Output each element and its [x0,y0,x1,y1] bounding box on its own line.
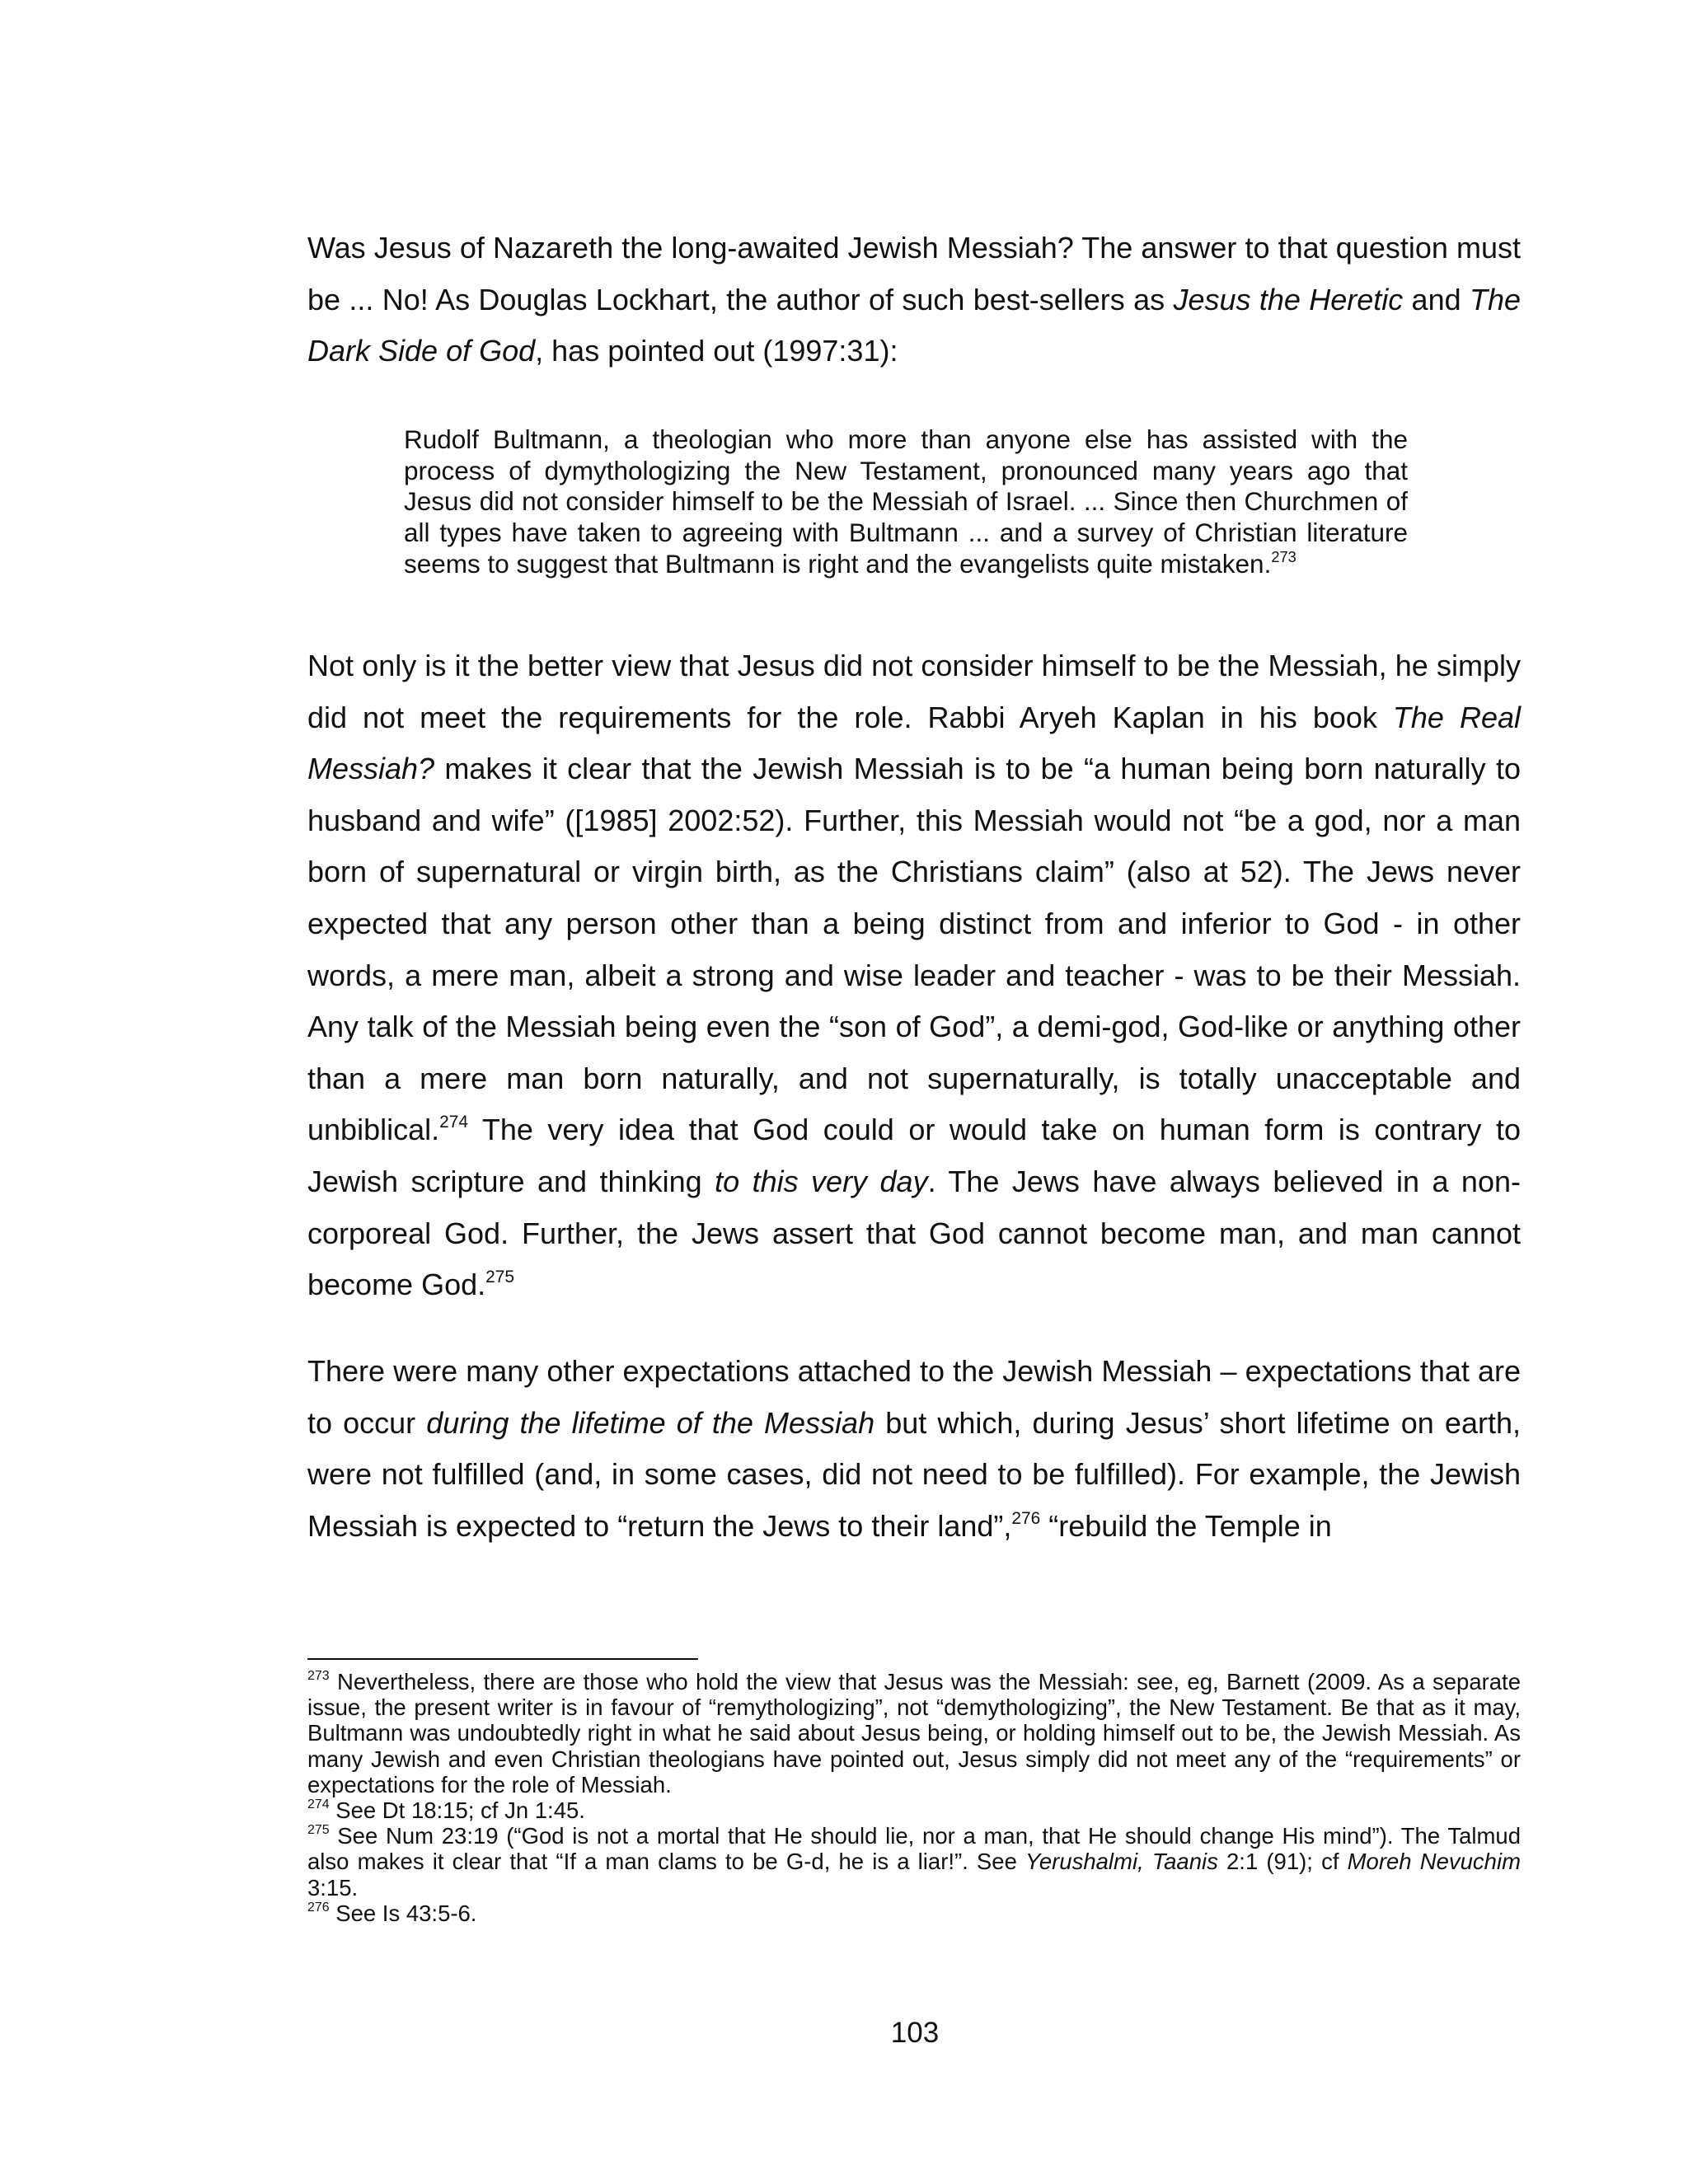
emphasis-text: during the lifetime of the Messiah [426,1405,875,1440]
paragraph-text: , has pointed out (1997:31): [535,334,898,368]
block-quote [404,424,1408,580]
page-number: 103 [890,2017,940,2049]
paragraph-text: and [1403,282,1470,316]
source-title: Moreh Nevuchim [1347,1849,1521,1875]
emphasis-text: to this very day [715,1164,928,1198]
footnote-text: 2:1 (91); cf [1217,1849,1348,1875]
footnote-text: See Num 23:19 (“God is not a mortal that He should lie, nor a man, that He should change His mind”). The Talmud also makes it clear that “If a man clams to be G-d, he is a liar!”. See [307,1823,1521,1875]
paragraph-text: but which, during Jesus’ short lifetime on earth, were not fulfilled (and, in some cases, did not need to be fulfilled). For example, the Jewish Messiah is expected to “return the Jews to their land”, [307,1405,1521,1543]
paragraph-intro [307,223,1521,377]
footnote-number: 276 [307,1900,330,1915]
book-title: Jesus the Heretic [1173,282,1404,316]
paragraph-text: makes it clear that the Jewish Messiah is to be “a human being born naturally to husband and wife” ([1985] 2002:52). Further, this Messiah would not “be a god, nor a man born of supernatural or virgin birth, as the Christians claim” (also at 52). The Jews never expected that any person other than a being distinct from and inferior to God - in other words, a mere man, albeit a strong and wise leader and teacher - was to be their Messiah. Any talk of the Messiah being even the “son of God”, a demi-god, God-like or anything other than a mere man born naturally, and not supernaturally, is totally unacceptable and unbiblical. [307,752,1521,1147]
paragraph-text: Not only is it the better view that Jesus did not consider himself to be the Messiah, he simply did not meet the requirements for the role. Rabbi Aryeh Kaplan in his book [307,649,1521,734]
paragraph-text: Was Jesus of Nazareth the long-awaited Jewish Messiah? The answer to that question must be ... No! As Douglas Lockhart, the author of such best-sellers as [307,231,1521,316]
footnote-text: See Dt 18:15; cf Jn 1:45. [329,1797,585,1824]
footnote-number: 275 [307,1823,330,1838]
footnotes [307,1669,1521,1926]
footnote-ref: 275 [485,1268,514,1287]
footnote-276 [307,1900,1521,1926]
paragraph-text: . The Jews have always believed in a non-corporeal God. Further, the Jews assert that God cannot become man, and man cannot become God. [307,1164,1521,1302]
quote-text: Rudolf Bultmann, a theologian who more than anyone else has assisted with the process of dymythologizing the New Testament, pronounced many years ago that Jesus did not consider himself to be the Messiah of Israel. ... Since then Churchmen of all types have taken to agreeing with Bultmann ... and a survey of Christian literature seems to suggest that Bultmann is right and the evangelists quite mistaken. [404,424,1408,579]
footnote-275 [307,1823,1521,1900]
footnote-273 [307,1669,1521,1797]
footnote-number: 274 [307,1797,330,1812]
footnote-separator [307,1658,698,1660]
source-title: Yerushalmi, Taanis [1025,1849,1218,1875]
paragraph-text: There were many other expectations attached to the Jewish Messiah – expectations that are to occur [307,1354,1521,1440]
book-title: The Real Messiah? [307,700,1521,786]
footnote-ref: 273 [1271,547,1296,565]
footnote-ref: 276 [1011,1508,1041,1528]
paragraph-text: The very idea that God could or would take on human form is contrary to Jewish scripture and thinking [307,1113,1521,1198]
footnote-274 [307,1797,1521,1823]
footnote-ref: 274 [439,1113,468,1132]
book-title: The Dark Side of God [307,282,1521,368]
paragraph-requirements [307,640,1521,1311]
footnote-text: See Is 43:5-6. [329,1900,477,1926]
footnote-text: 3:15. [307,1874,359,1900]
footnote-text: Nevertheless, there are those who hold the view that Jesus was the Messiah: see, eg, Barnett (2009. As a separate issue, the present writer is in favour of “remythologizing”, not “demythologizing”, the New Testament. Be that as it may, Bultmann was undoubtedly right in what he said about Jesus being, or holding himself out to be, the Jewish Messiah. As many Jewish and even Christian theologians have pointed out, Jesus simply did not meet any of the “requirements” or expectations for the role of Messiah. [307,1669,1521,1797]
paragraph-text: “rebuild the Temple in [1040,1508,1332,1543]
footnote-number: 273 [307,1669,330,1684]
paragraph-expectations [307,1346,1521,1552]
